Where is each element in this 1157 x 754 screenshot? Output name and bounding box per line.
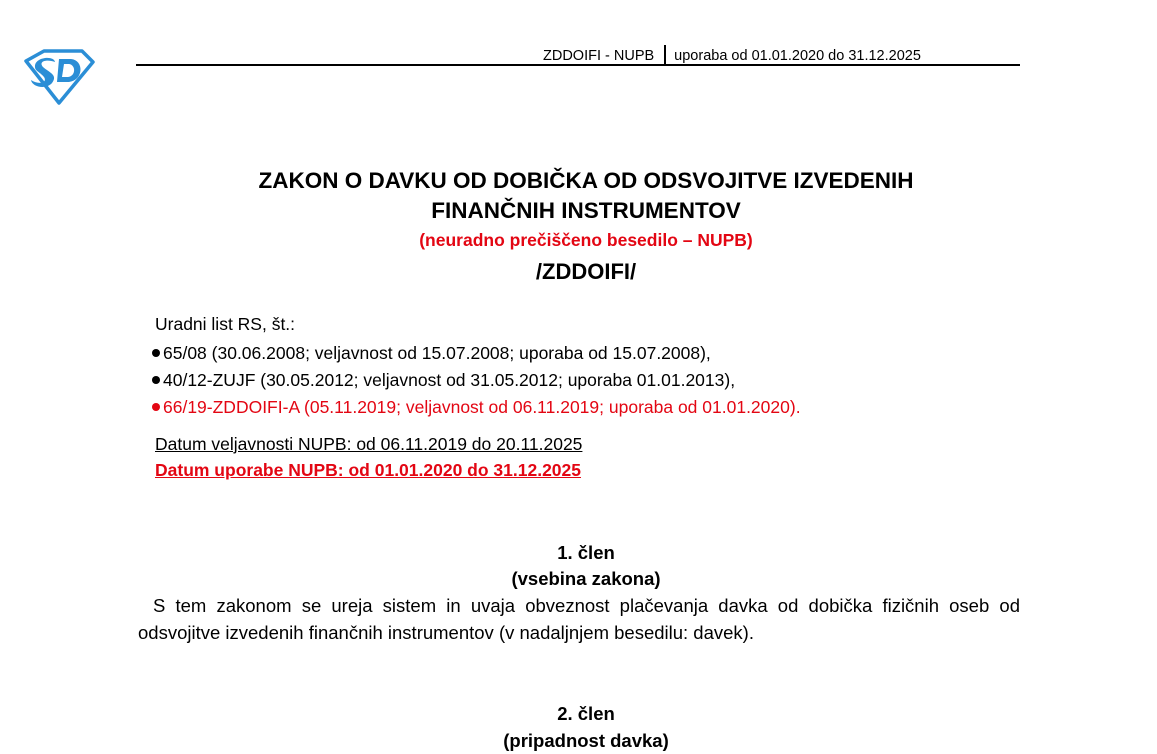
gazette-label: Uradni list RS, št.:	[155, 314, 296, 334]
bullet-icon	[152, 349, 160, 357]
sd-logo-icon	[22, 47, 96, 105]
title-line-1: ZAKON O DAVKU OD DOBIČKA OD ODSVOJITVE IZVEDENIH	[258, 168, 914, 193]
nupb-application-date: Datum uporabe NUPB: od 01.01.2020 do 31.12.2025	[155, 460, 581, 480]
gazette-entry: 65/08 (30.06.2008; veljavnost od 15.07.2008; uporaba od 15.07.2008),	[152, 341, 801, 368]
article-2-heading: (pripadnost davka)	[503, 730, 669, 751]
article-1-number: 1. člen	[557, 542, 615, 563]
bullet-icon	[152, 376, 160, 384]
title-abbreviation: /ZDDOIFI/	[535, 259, 637, 284]
article-2-number: 2. člen	[557, 703, 615, 724]
nupb-validity-date: Datum veljavnosti NUPB: od 06.11.2019 do 20.11.2025	[155, 434, 583, 454]
page-header	[543, 45, 921, 64]
header-doc-code: ZDDOIFI - NUPB	[543, 48, 655, 64]
title-subtitle: (neuradno prečiščeno besedilo – NUPB)	[419, 230, 753, 250]
header-rule	[136, 64, 1020, 66]
gazette-entry: 66/19-ZDDOIFI-A (05.11.2019; veljavnost od 06.11.2019; uporaba od 01.01.2020).	[152, 395, 801, 422]
header-separator	[664, 45, 666, 64]
gazette-list	[152, 341, 801, 422]
bullet-icon	[152, 403, 160, 411]
article-1-text: S tem zakonom se ureja sistem in uvaja obveznost plačevanja davka od dobička fizičnih oseb od odsvojitve izvedenih finančnih instrumentov (v nadaljnjem besedilu: davek).	[138, 595, 1020, 643]
header-usage-period: uporaba od 01.01.2020 do 31.12.2025	[674, 48, 921, 64]
article-1-heading: (vsebina zakona)	[511, 568, 661, 589]
title-line-2: FINANČNIH INSTRUMENTOV	[431, 198, 741, 223]
gazette-entry: 40/12-ZUJF (30.05.2012; veljavnost od 31.05.2012; uporaba 01.01.2013),	[152, 368, 801, 395]
